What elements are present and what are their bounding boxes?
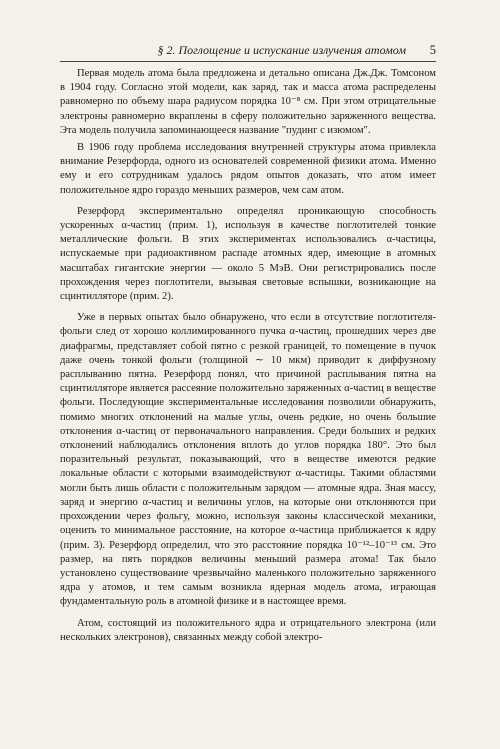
running-title: § 2. Поглощение и испускание излучения атомом <box>157 43 406 57</box>
paragraph-alpha-particles: Резерфорд экспериментально определял проникающую способность ускоренных α-частиц (прим. 1), используя в качестве поглотителей тонкие металлические фольги. В этих экспериментах использовались α-частицы, испускаемые при радиоактивном распаде атомных ядер, имеющие в атомных масштабах гигантские энергии — около 5 МэВ. Они регистрировались после прохождения через поглотители, вызывая световые вспышки, возникающие на сцинтилляторе (прим. 2). <box>60 205 436 303</box>
page-number: 5 <box>429 43 436 57</box>
paragraph-scattering-experiments: Уже в первых опытах было обнаружено, что если в отсутствие поглотителя-фольги след от хорошо коллимированного пучка α-частиц, прошедших через две диафрагмы, представляет собой пятно с резкой границей, то помещение в пучок даже очень тонкой фольги (толщиной ∼ 10 мкм) приводит к диффузному расплыванию пятна. Резерфорд понял, что причиной расплывания пятна на сцинтилляторе является рассеяние положительно заряженных α-частиц в веществе фольги. Последующие экспериментальные исследования позволили обнаружить, помимо многих отклонений на малые углы, очень редкие, но очень большие отклонения α-частиц от первоначального направления. Среди больших и редких отклонений наблюдались отклонения вплоть до углов порядка 180°. Это был поразительный результат, показывающий, что в веществе имеются редкие локальные области с которыми взаимодействуют α-частицы. Такими областями могли быть лишь области с положительным зарядом — атомные ядра. Зная массу, заряд и энергию α-частиц и величины углов, на которые они отклоняются при прохождении через фольгу, можно, используя законы классической механики, оценить то минимальное расстояние, на которое α-частица приближается к ядру (прим. 3). Резерфорд определил, что это расстояние порядка 10⁻¹²–10⁻¹³ см. Это размер, на пять порядков величины меньший размера атома! Так было установлено существование чрезвычайно маленького положительно заряженного ядра у атомов, и тем самым возникла ядерная модель атома, играющая фундаментальную роль в атомной физике и в настоящее время. <box>60 312 436 608</box>
header-rule <box>60 61 436 62</box>
paragraph-atom-structure: Атом, состоящий из положительного ядра и отрицательного электрона (или нескольких электронов), связанных между собой электро- <box>60 617 436 643</box>
paragraph-thomson-model: Первая модель атома была предложена и детально описана Дж.Дж. Томсоном в 1904 году. Согласно этой модели, как заряд, так и масса атома распределены равномерно по объему шара радиусом порядка 10⁻⁸ см. При этом отрицательные электроны равномерно вкраплены в сферу положительно заряженного вещества. Эта модель получила запоминающееся название "пудинг с изюмом". <box>60 68 436 136</box>
page-body <box>60 67 436 645</box>
paragraph-rutherford-1906: В 1906 году проблема исследования внутренней структуры атома привлекла внимание Резерфорда, одного из основателей современной физики атома. Именно ему и его сотрудникам удалось рядом опытов доказать, что атом имеет положительное ядро гораздо меньших размеров, чем сам атом. <box>60 142 436 196</box>
